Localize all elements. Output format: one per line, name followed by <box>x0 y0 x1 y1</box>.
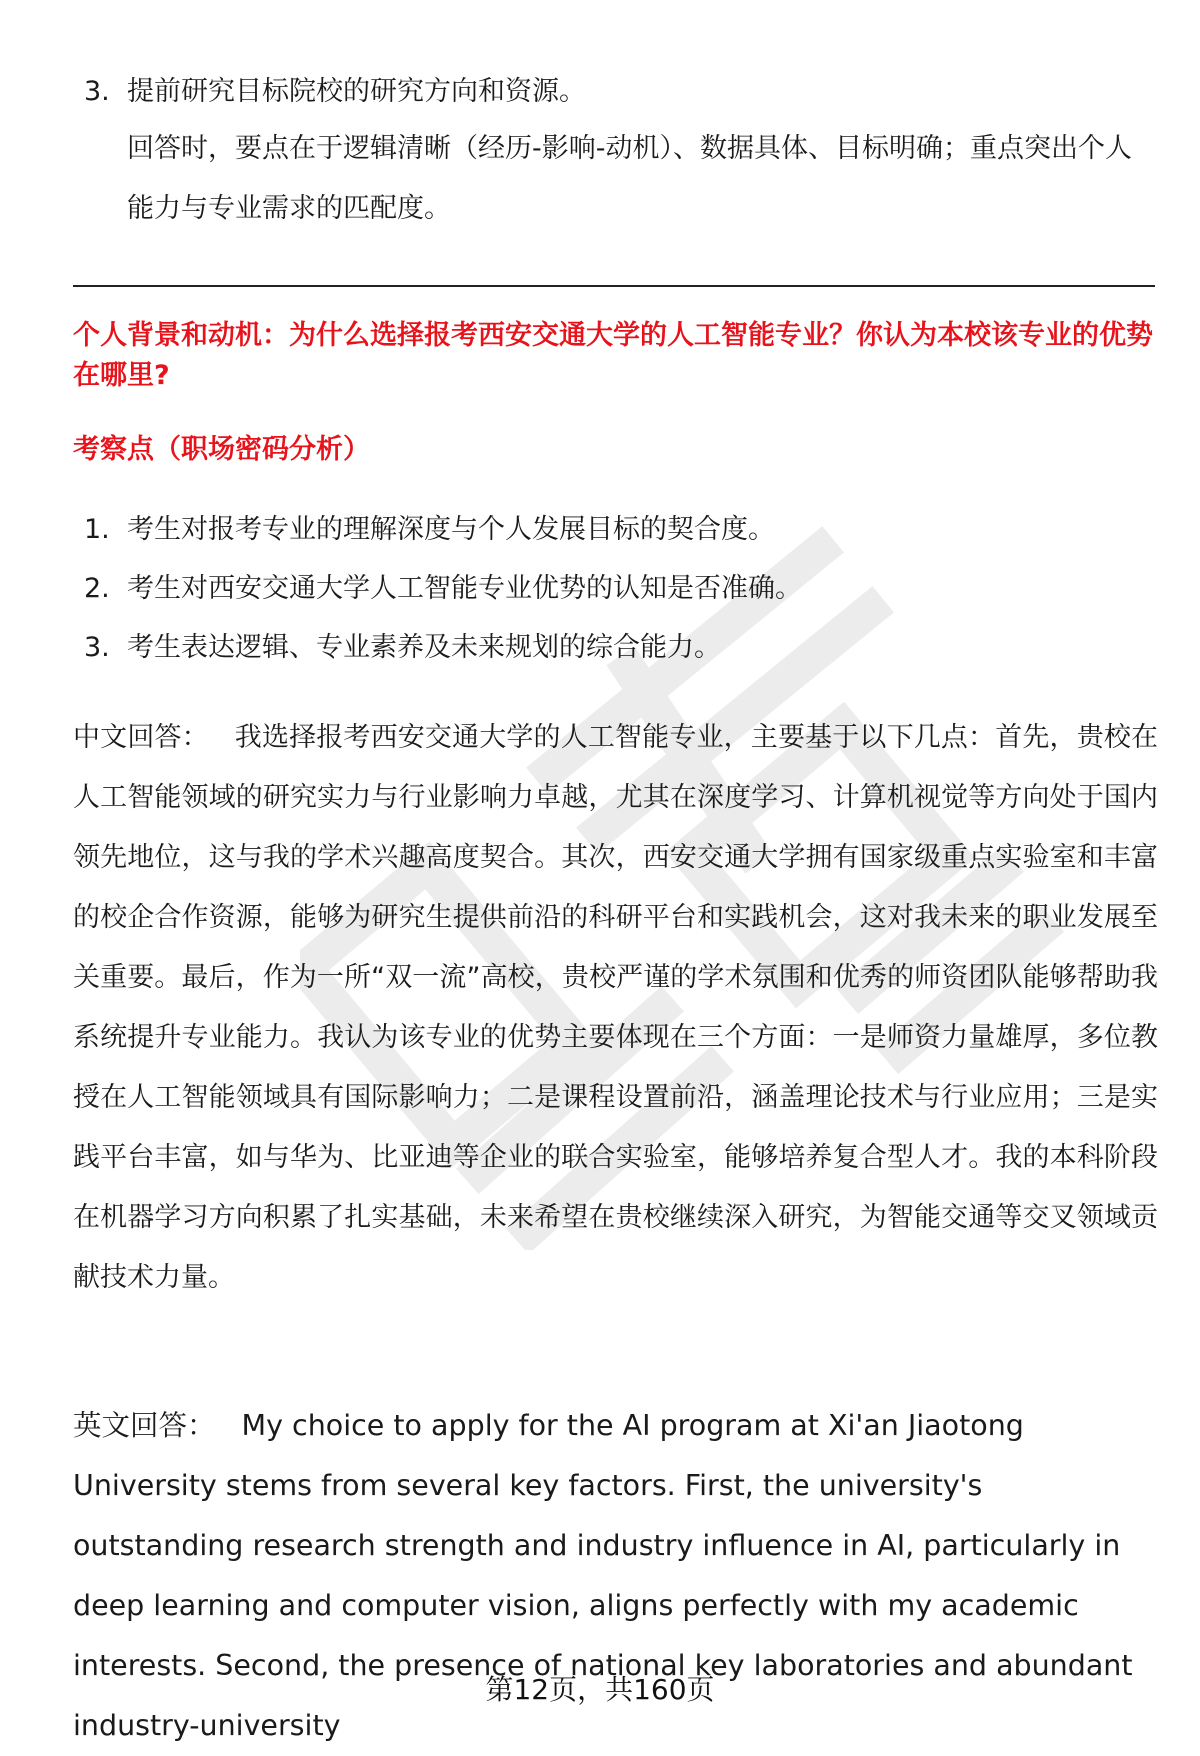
list-item <box>73 618 1133 677</box>
assessment-points-heading: 考察点（职场密码分析） <box>73 434 370 465</box>
list-item-number: 3. <box>84 632 110 663</box>
list-item-text: 提前研究目标院校的研究方向和资源。 <box>127 76 586 107</box>
list-item <box>73 559 1133 618</box>
list-item-number: 3. <box>84 76 110 107</box>
english-answer-label: 英文回答： <box>73 1409 216 1442</box>
list-item <box>73 500 1133 559</box>
chinese-answer-paragraph <box>73 708 1158 1308</box>
list-item <box>73 62 1133 121</box>
chinese-answer-text: 我选择报考西安交通大学的人工智能专业，主要基于以下几点：首先，贵校在人工智能领域的研究实力与行业影响力卓越，尤其在深度学习、计算机视觉等方向处于国内领先地位，这与我的学术兴趣高度契合。其次，西安交通大学拥有国家级重点实验室和丰富的校企合作资源，能够为研究生提供前沿的科研平台和实践机会，这对我未来的职业发展至关重要。最后，作为一所“双一流”高校，贵校严谨的学术氛围和优秀的师资团队能够帮助我系统提升专业能力。我认为该专业的优势主要体现在三个方面：一是师资力量雄厚，多位教授在人工智能领域具有国际影响力；二是课程设置前沿，涵盖理论技术与行业应用；三是实践平台丰富，如与华为、比亚迪等企业的联合实验室，能够培养复合型人才。我的本科阶段在机器学习方向积累了扎实基础，未来希望在贵校继续深入研究，为智能交通等交叉领域贡献技术力量。 <box>73 722 1159 1293</box>
list-item-number: 1. <box>84 514 110 545</box>
list-item-text: 考生表达逻辑、专业素养及未来规划的综合能力。 <box>127 632 721 663</box>
list-item-number: 2. <box>84 573 110 604</box>
list-item-text: 考生对报考专业的理解深度与个人发展目标的契合度。 <box>127 514 775 545</box>
chinese-answer-label: 中文回答： <box>73 722 209 753</box>
page-number: 第12页，共160页 <box>485 1673 715 1706</box>
question-heading: 个人背景和动机：为什么选择报考西安交通大学的人工智能专业？你认为本校该专业的优势在哪里? <box>73 320 1153 391</box>
english-answer-text: My choice to apply for the AI program at Xi'an Jiaotong University stems from several key factors. First, the university's outstanding research strength and industry influence in AI, particularly in deep learning and computer vision, aligns perfectly with my academic interests. Second, the presence of national key laboratories and abundant industry-university <box>73 1409 1133 1742</box>
previous-list <box>73 62 1133 121</box>
assessment-points-list <box>73 500 1133 677</box>
answer-tip-note: 回答时，要点在于逻辑清晰（经历-影响-动机）、数据具体、目标明确；重点突出个人能力与专业需求的匹配度。 <box>127 133 1132 224</box>
list-item-text: 考生对西安交通大学人工智能专业优势的认知是否准确。 <box>127 573 802 604</box>
section-divider <box>73 285 1155 287</box>
